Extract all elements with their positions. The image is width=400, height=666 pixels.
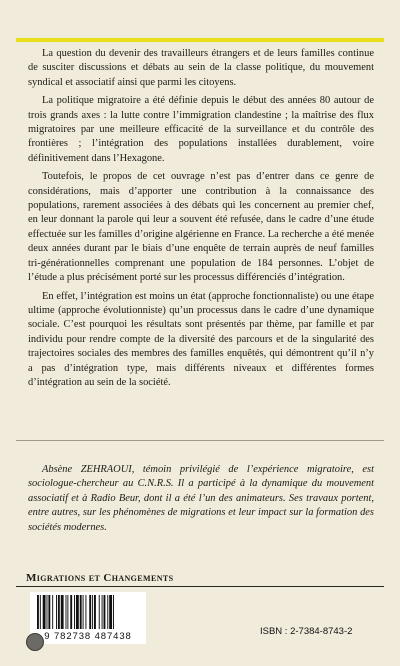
barcode-bar bbox=[37, 595, 39, 629]
paragraph-integration: En effet, l’intégration est moins un état (approche fonctionnaliste) ou une étape ultime (approche évolutionniste) qu’un processus dans le cadre d’une dynamique sociale. C’est pourquoi les résultats sont présentés par thème, par famille et par individu pour rendre compte de la diversité des parcours et de la singularité des trajectoires sociales des membres des familles enquêtés, qui démontrent qu’il n’y a pas d’intégration type, mais différents niveaux et différentes formes d’intégration au sein de la société. bbox=[28, 290, 374, 388]
barcode-bar bbox=[52, 595, 53, 629]
publisher-logo-icon bbox=[26, 633, 44, 651]
barcode bbox=[30, 592, 146, 644]
barcode-bar bbox=[76, 595, 79, 629]
series-title: Migrations et Changements bbox=[26, 572, 174, 584]
barcode-bar bbox=[92, 595, 93, 629]
barcode-bar bbox=[40, 595, 41, 629]
series-rule bbox=[16, 586, 384, 587]
barcode-bar bbox=[58, 595, 60, 629]
barcode-bar bbox=[80, 595, 82, 629]
back-cover-text bbox=[28, 47, 374, 394]
barcode-bar bbox=[113, 595, 114, 629]
barcode-bar bbox=[70, 595, 72, 629]
barcode-bar bbox=[67, 595, 68, 629]
barcode-bar bbox=[43, 595, 46, 629]
barcode-bar bbox=[109, 595, 112, 629]
section-divider bbox=[16, 440, 384, 441]
barcode-bar bbox=[66, 595, 67, 629]
barcode-bar bbox=[83, 595, 84, 629]
barcode-bar bbox=[94, 595, 96, 629]
barcode-bar bbox=[61, 595, 64, 629]
barcode-bar bbox=[47, 595, 48, 629]
top-accent-bar bbox=[16, 38, 384, 42]
author-bio-text: Absène ZEHRAOUI, témoin privilégié de l’expérience migratoire, est sociologue-chercheur au C.N.R.S. Il a participé à la dynamique du mouvement associatif et à Radio Beur, dont il a été l’un des animateurs. Ses travaux portent, entre autres, sur les phénomènes de migrations et leur impact sur la formation des sociétés modernes. bbox=[28, 464, 374, 533]
isbn-label: ISBN : 2-7384-8743-2 bbox=[260, 626, 353, 637]
barcode-bar bbox=[56, 595, 57, 629]
barcode-bar bbox=[85, 595, 86, 629]
barcode-bar bbox=[48, 595, 50, 629]
barcode-bar bbox=[89, 595, 91, 629]
author-bio bbox=[28, 463, 374, 535]
paragraph-propos: Toutefois, le propos de cet ouvrage n’est pas d’entrer dans ce genre de considérations, mais d’apporter une contribution à la connaissance des populations, rarement associées à des débats qui les concernent au premier chef, en leur donnant la parole qui leur a souvent été refusée, dans le cadre d’une étude effectuée sur les familles d’origine algérienne en France. La recherche a été menée deux années durant par le biais d’une enquête de terrain auprès de neuf familles tri-générationnelles comprenant une population de 184 personnes. L’objet de l’étude a plus précisément porté sur les processus différenciés d’intégration. bbox=[28, 171, 374, 284]
barcode-bar bbox=[104, 595, 106, 629]
barcode-bar bbox=[74, 595, 75, 629]
paragraph-intro: La question du devenir des travailleurs étrangers et de leurs familles continue de susciter discussions et débats au sein de la classe politique, du mouvement syndical et associatif ainsi que parmi les citoyens. bbox=[28, 48, 374, 88]
barcode-bar bbox=[99, 595, 100, 629]
barcode-bar bbox=[102, 595, 103, 629]
barcode-number: 9 782738 487438 bbox=[44, 631, 132, 642]
barcode-bars bbox=[36, 595, 140, 629]
barcode-bar bbox=[107, 595, 108, 629]
paragraph-politique: La politique migratoire a été définie depuis le début des années 80 autour de trois grands axes : la lutte contre l’immigration clandestine ; la maîtrise des flux migratoires par une meilleure efficacité de la surveillance et du contrôle des frontières ; l’intégration des populations installées durablement, voire définitivement dans l’Hexagone. bbox=[28, 95, 374, 164]
